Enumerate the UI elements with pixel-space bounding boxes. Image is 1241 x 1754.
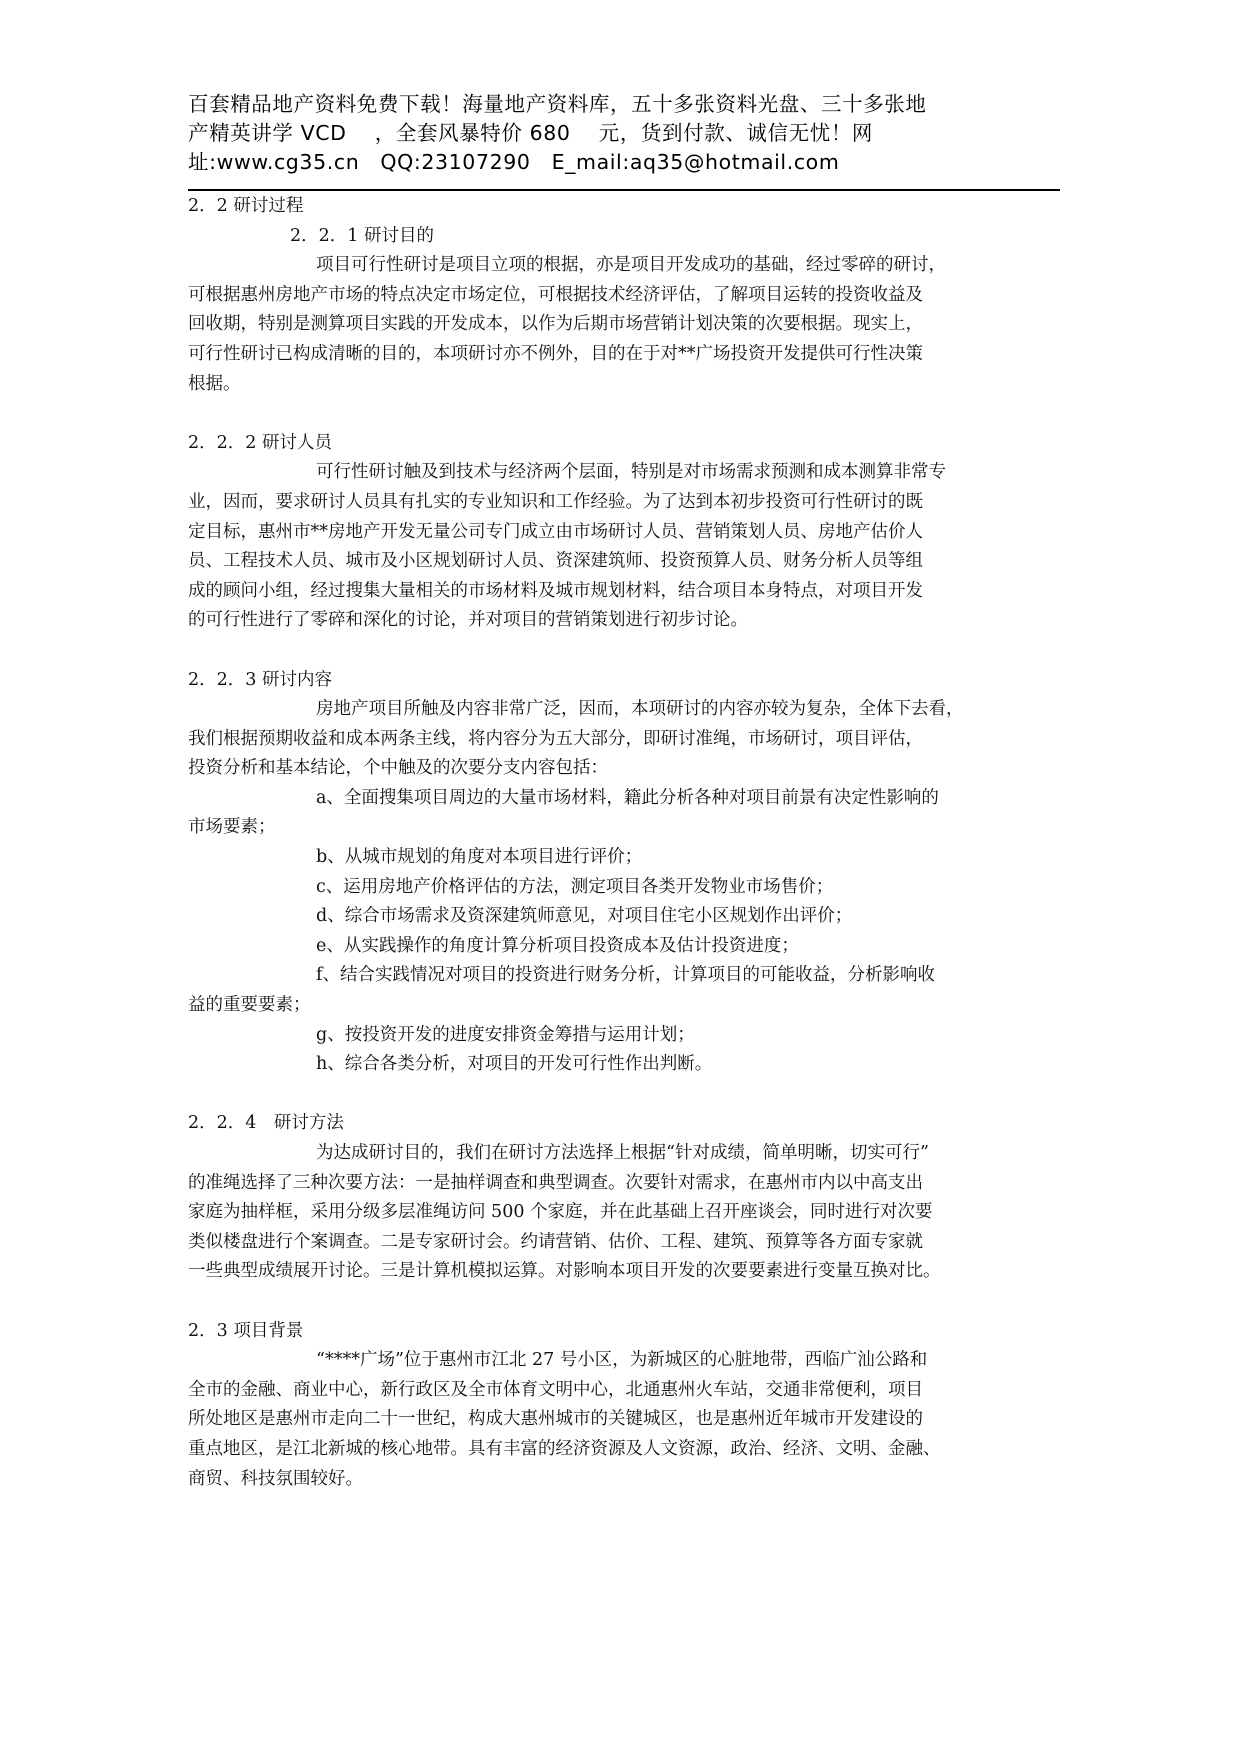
paragraph-gap	[188, 636, 1056, 666]
paragraph-line: 全市的金融、商业中心，新行政区及全市体育文明中心，北通惠州火车站，交通非常便利，项目	[188, 1379, 923, 1400]
banner-line: 产精英讲学 VCD ，全套风暴特价 680 元，货到付款、诚信无忧！网	[188, 121, 874, 145]
list-item-f-continued: 益的重要要素；	[188, 995, 311, 1016]
list-item-a: a、全面搜集项目周边的大量市场材料，籍此分析各种对项目前景有决定性影响的	[316, 787, 939, 808]
banner-line: 百套精品地产资料免费下载！海量地产资料库，五十多张资料光盘、三十多张地	[188, 92, 927, 116]
list-item-c: c、运用房地产价格评估的方法，测定项目各类开发物业市场售价；	[316, 876, 834, 897]
section-heading-2-2: 2．2 研讨过程	[188, 196, 304, 216]
paragraph-line: 的准绳选择了三种次要方法：一是抽样调查和典型调查。次要针对需求，在惠州市内以中高支出	[188, 1172, 923, 1193]
paragraph-line: 可行性研讨已构成清晰的目的，本项研讨亦不例外，目的在于对**广场投资开发提供可行性决策	[188, 343, 923, 364]
paragraph-line: 类似楼盘进行个案调查。二是专家研讨会。约请营销、估价、工程、建筑、预算等各方面专家就	[188, 1231, 923, 1252]
section-heading-2-2-1: 2．2．1 研讨目的	[290, 225, 434, 246]
paragraph-line: 定目标，惠州市**房地产开发无量公司专门成立由市场研讨人员、营销策划人员、房地产估价人	[188, 521, 923, 542]
list-item-f: f、结合实践情况对项目的投资进行财务分析，计算项目的可能收益，分析影响收	[316, 965, 935, 986]
paragraph-line: 家庭为抽样框，采用分级多层准绳访问 500 个家庭，并在此基础上召开座谈会，同时进行对次要	[188, 1202, 933, 1223]
header-divider	[188, 189, 1060, 191]
paragraph-line: 成的顾问小组，经过搜集大量相关的市场材料及城市规划材料，结合项目本身特点，对项目开发	[188, 580, 923, 601]
paragraph-line: 一些典型成绩展开讨论。三是计算机模拟运算。对影响本项目开发的次要要素进行变量互换对比。	[188, 1261, 941, 1282]
paragraph-line: 为达成研讨目的，我们在研讨方法选择上根据“针对成绩，简单明晰，切实可行”	[316, 1143, 929, 1163]
paragraph-line: 回收期，特别是测算项目实践的开发成本，以作为后期市场营销计划决策的次要根据。现实上，	[188, 314, 923, 335]
paragraph-line: 我们根据预期收益和成本两条主线，将内容分为五大部分，即研讨准绳，市场研讨，项目评估，	[188, 728, 923, 749]
section-heading-2-2-4: 2．2．4 研讨方法	[188, 1113, 344, 1134]
advertisement-banner	[188, 90, 1058, 177]
section-heading-2-2-2: 2．2．2 研讨人员	[188, 432, 332, 453]
paragraph-line: 的可行性进行了零碎和深化的讨论，并对项目的营销策划进行初步讨论。	[188, 610, 748, 631]
list-item-g: g、按投资开发的进度安排资金筹措与运用计划；	[316, 1024, 695, 1045]
list-item-d: d、综合市场需求及资深建筑师意见，对项目住宅小区规划作出评价；	[316, 906, 853, 927]
paragraph-line: 商贸、科技氛围较好。	[188, 1468, 363, 1489]
paragraph-line: 重点地区，是江北新城的核心地带。具有丰富的经济资源及人文资源，政治、经济、文明、金融、	[188, 1438, 941, 1459]
paragraph-gap	[188, 1080, 1056, 1110]
paragraph-line: 可根据惠州房地产市场的特点决定市场定位，可根据技术经济评估，了解项目运转的投资收益及	[188, 284, 923, 305]
paragraph-line: 房地产项目所触及内容非常广泛，因而，本项研讨的内容亦较为复杂，全体下去看，	[316, 699, 964, 720]
list-item-a-continued: 市场要素；	[188, 817, 276, 838]
paragraph-line: “****广场”位于惠州市江北 27 号小区，为新城区的心脏地带，西临广汕公路和	[316, 1350, 928, 1371]
section-heading-2-2-3: 2．2．3 研讨内容	[188, 669, 332, 690]
paragraph-line: 投资分析和基本结论，个中触及的次要分支内容包括：	[188, 758, 608, 779]
paragraph-gap	[188, 399, 1056, 429]
paragraph-gap	[188, 1287, 1056, 1317]
list-item-h: h、综合各类分析，对项目的开发可行性作出判断。	[316, 1054, 713, 1075]
paragraph-line: 所处地区是惠州市走向二十一世纪，构成大惠州城市的关键城区，也是惠州近年城市开发建设的	[188, 1409, 923, 1430]
paragraph-line: 业，因而，要求研讨人员具有扎实的专业知识和工作经验。为了达到本初步投资可行性研讨的既	[188, 491, 923, 512]
paragraph-line: 员、工程技术人员、城市及小区规划研讨人员、资深建筑师、投资预算人员、财务分析人员等组	[188, 551, 923, 572]
list-item-b: b、从城市规划的角度对本项目进行评价；	[316, 847, 643, 868]
paragraph-line: 根据。	[188, 373, 241, 394]
document-body	[188, 192, 1056, 1494]
section-heading-2-3: 2．3 项目背景	[188, 1320, 304, 1341]
paragraph-line: 可行性研讨触及到技术与经济两个层面，特别是对市场需求预测和成本测算非常专	[316, 462, 946, 483]
list-item-e: e、从实践操作的角度计算分析项目投资成本及估计投资进度；	[316, 935, 799, 956]
paragraph-line: 项目可行性研讨是项目立项的根据，亦是项目开发成功的基础，经过零碎的研讨，	[316, 255, 946, 276]
banner-line: 址:www.cg35.cn QQ:23107290 E_mail:aq35@hotmail.com	[188, 150, 840, 174]
